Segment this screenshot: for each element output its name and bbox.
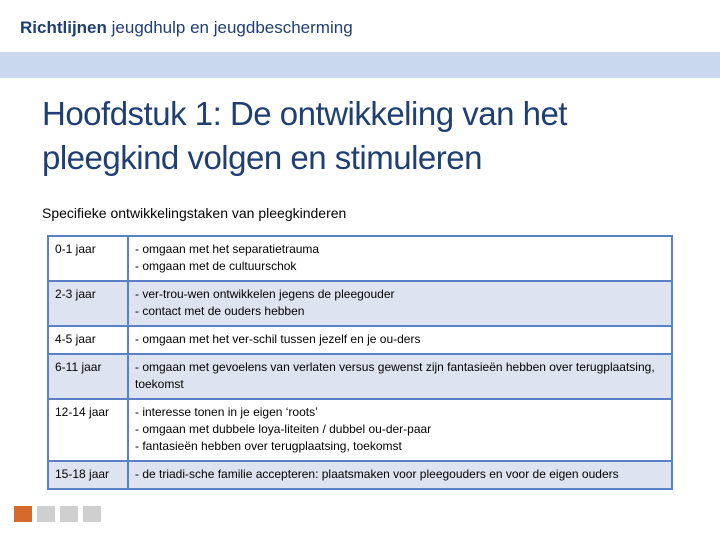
tasks-cell	[128, 281, 672, 326]
slide-indicator-square	[83, 506, 101, 522]
accent-strip	[0, 52, 720, 78]
task-line: - ver-trou-wen ontwikkelen jegens de pleegouder	[135, 287, 395, 301]
header-title-bold: Richtlijnen	[20, 18, 107, 37]
age-cell: 0-1 jaar	[48, 236, 128, 281]
tasks-cell	[128, 399, 672, 461]
task-line: - omgaan met de cultuurschok	[135, 259, 297, 273]
development-tasks-table	[47, 235, 673, 490]
task-line: - omgaan met dubbele loya-liteiten / dubbel ou-der-paar	[135, 422, 432, 436]
task-line: - omgaan met het ver-schil tussen jezelf en je ou-ders	[135, 332, 421, 346]
age-cell: 6-11 jaar	[48, 354, 128, 399]
slide-indicator-square	[14, 506, 32, 522]
task-line: - interesse tonen in je eigen ‘roots’	[135, 405, 318, 419]
table-body	[48, 236, 672, 489]
age-cell: 15-18 jaar	[48, 461, 128, 489]
table-row	[48, 354, 672, 399]
table-row	[48, 326, 672, 354]
slide-indicator	[14, 506, 106, 522]
header-title	[20, 18, 353, 38]
age-cell: 4-5 jaar	[48, 326, 128, 354]
task-line: - contact met de ouders hebben	[135, 304, 305, 318]
header-title-rest: jeugdhulp en jeugdbescherming	[106, 18, 353, 37]
age-cell: 12-14 jaar	[48, 399, 128, 461]
age-cell: 2-3 jaar	[48, 281, 128, 326]
task-line: - omgaan met gevoelens van verlaten versus gewenst zijn fantasieën hebben over terugplaatsing, toekomst	[135, 360, 655, 391]
tasks-cell	[128, 236, 672, 281]
table-row	[48, 461, 672, 489]
task-line: - de triadi-sche familie accepteren: plaatsmaken voor pleegouders en voor de eigen ouders	[135, 467, 619, 481]
table-row	[48, 281, 672, 326]
page-subtitle: Specifieke ontwikkelingstaken van pleegkinderen	[42, 205, 347, 221]
tasks-cell	[128, 354, 672, 399]
header-bar	[0, 0, 720, 52]
page-title: Hoofdstuk 1: De ontwikkeling van het pleegkind volgen en stimuleren	[42, 95, 567, 176]
table-row	[48, 399, 672, 461]
task-line: - omgaan met het separatietrauma	[135, 242, 320, 256]
tasks-cell	[128, 326, 672, 354]
tasks-cell	[128, 461, 672, 489]
slide-indicator-square	[60, 506, 78, 522]
table-row	[48, 236, 672, 281]
slide-indicator-square	[37, 506, 55, 522]
task-line: - fantasieën hebben over terugplaatsing, toekomst	[135, 439, 402, 453]
